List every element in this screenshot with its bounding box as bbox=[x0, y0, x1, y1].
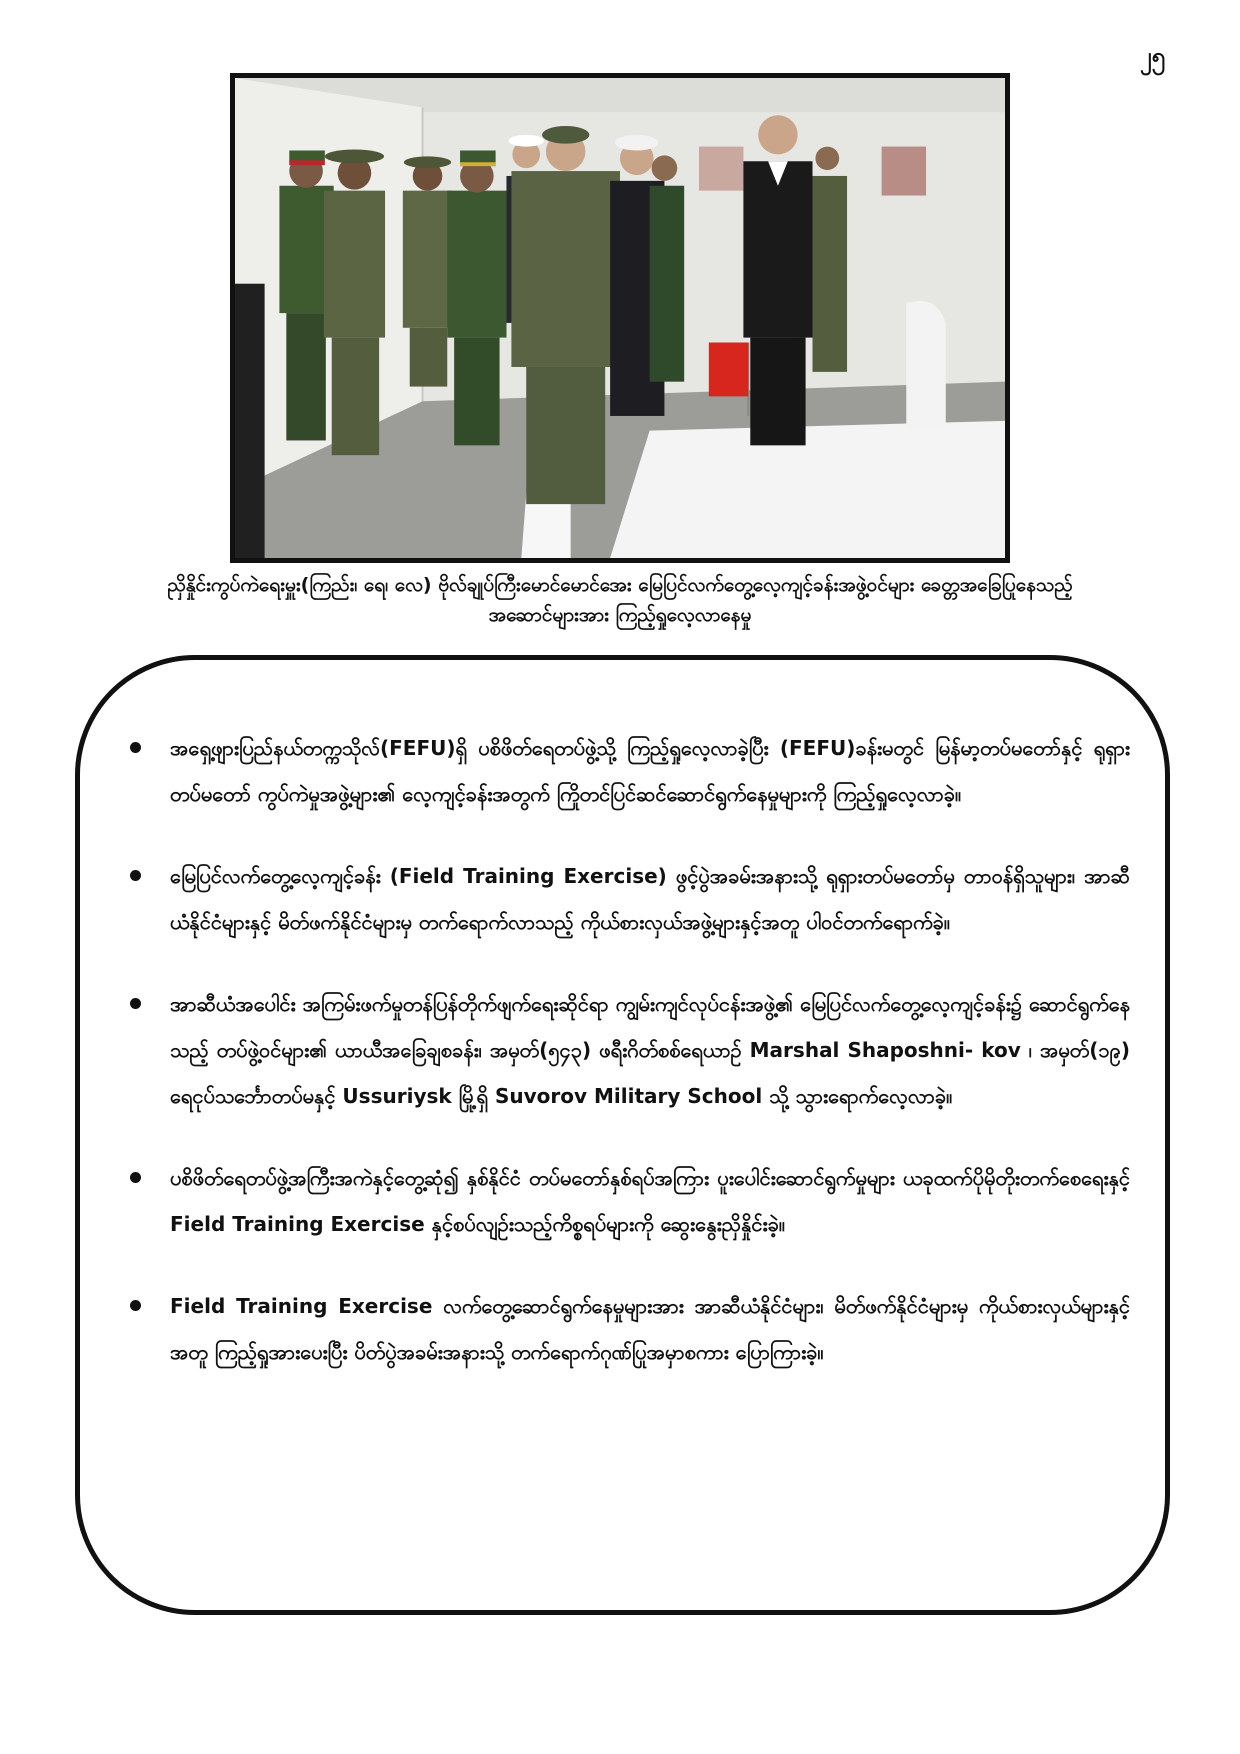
photo-icon bbox=[235, 78, 1005, 558]
bullet-icon bbox=[130, 1172, 141, 1183]
list-item bbox=[130, 1283, 1130, 1375]
list-item bbox=[130, 1155, 1130, 1247]
summary-box bbox=[75, 655, 1170, 1615]
bullet-icon bbox=[130, 998, 141, 1009]
photo bbox=[230, 73, 1010, 563]
bullet-text: ပစိဖိတ်ရေတပ်ဖွဲ့အကြီးအကဲနှင့်တွေ့ဆုံ၍ နှစ်နိုင်ငံ တပ်မတော်နှစ်ရပ်အကြား ပူးပေါင်းဆောင်ရွက်မှုများ ယခုထက်ပိုမိုတိုးတက်စေရေးနှင့် Field Training Exercise နှင့်စပ်လျဉ်းသည့်ကိစ္စရပ်များကို ဆွေးနွေးညှိနှိုင်းခဲ့။ bbox=[170, 1166, 1130, 1236]
bullet-icon bbox=[130, 870, 141, 881]
list-item bbox=[130, 725, 1130, 817]
list-item bbox=[130, 853, 1130, 945]
bullet-text: အရှေ့ဖျားပြည်နယ်တက္ကသိုလ်(FEFU)ရှိ ပစိဖိတ်ရေတပ်ဖွဲ့သို့ ကြည့်ရှုလေ့လာခဲ့ပြီး (FEFU)ခန်းမတွင် မြန်မာ့တပ်မတော်နှင့် ရုရှားတပ်မတော် ကွပ်ကဲမှုအဖွဲ့များ၏ လေ့ကျင့်ခန်းအတွက် ကြိုတင်ပြင်ဆင်ဆောင်ရွက်နေမှုများကို ကြည့်ရှုလေ့လာခဲ့။ bbox=[170, 736, 1130, 806]
bullet-text: အာဆီယံအပေါင်း အကြမ်းဖက်မှုတန်ပြန်တိုက်ဖျက်ရေးဆိုင်ရာ ကျွမ်းကျင်လုပ်ငန်းအဖွဲ့၏ မြေပြင်လက်တွေ့လေ့ကျင့်ခန်း၌ ဆောင်ရွက်နေသည့် တပ်ဖွဲ့ဝင်များ၏ ယာယီအခြေချစခန်း၊ အမှတ်(၅၄၃) ဖရီးဂိတ်စစ်ရေယာဉ် Marshal Shaposhni- kov ၊ အမှတ်(၁၉) ရေငုပ်သင်္ဘောတပ်မနှင့် Ussuriysk မြို့ရှိ Suvorov Military School သို့ သွားရောက်လေ့လာခဲ့။ bbox=[170, 992, 1130, 1108]
bullet-list bbox=[130, 725, 1130, 1411]
caption-line-1: ညှိနှိုင်းကွပ်ကဲရေးမှူး(ကြည်း၊ ရေ၊ လေ) ဗိုလ်ချုပ်ကြီးမောင်မောင်အေး မြေပြင်လက်တွေ့လေ့ကျင့်ခန်းအဖွဲ့ဝင်များ ခေတ္တအခြေပြုနေသည့် bbox=[167, 574, 1073, 596]
bullet-text: Field Training Exercise လက်တွေ့ဆောင်ရွက်နေမှုများအား အာဆီယံနိုင်ငံများ၊ မိတ်ဖက်နိုင်ငံများမှ ကိုယ်စားလှယ်များနှင့်အတူ ကြည့်ရှုအားပေးပြီး ပိတ်ပွဲအခမ်းအနားသို့ တက်ရောက်ဂုဏ်ပြုအမှာစကား ပြောကြားခဲ့။ bbox=[170, 1294, 1130, 1364]
page-number: ၂၅ bbox=[1139, 42, 1165, 70]
caption-line-2: အဆောင်များအား ကြည့်ရှုလေ့လာနေမှု bbox=[488, 604, 752, 626]
bullet-icon bbox=[130, 742, 141, 753]
bullet-text: မြေပြင်လက်တွေ့လေ့ကျင့်ခန်း (Field Training Exercise) ဖွင့်ပွဲအခမ်းအနားသို့ ရုရှားတပ်မတော်မှ တာဝန်ရှိသူများ၊ အာဆီယံနိုင်ငံများနှင့် မိတ်ဖက်နိုင်ငံများမှ တက်ရောက်လာသည့် ကိုယ်စားလှယ်အဖွဲ့များနှင့်အတူ ပါဝင်တက်ရောက်ခဲ့။ bbox=[170, 864, 1130, 934]
photo-caption bbox=[60, 570, 1180, 630]
bullet-icon bbox=[130, 1300, 141, 1311]
list-item bbox=[130, 981, 1130, 1119]
